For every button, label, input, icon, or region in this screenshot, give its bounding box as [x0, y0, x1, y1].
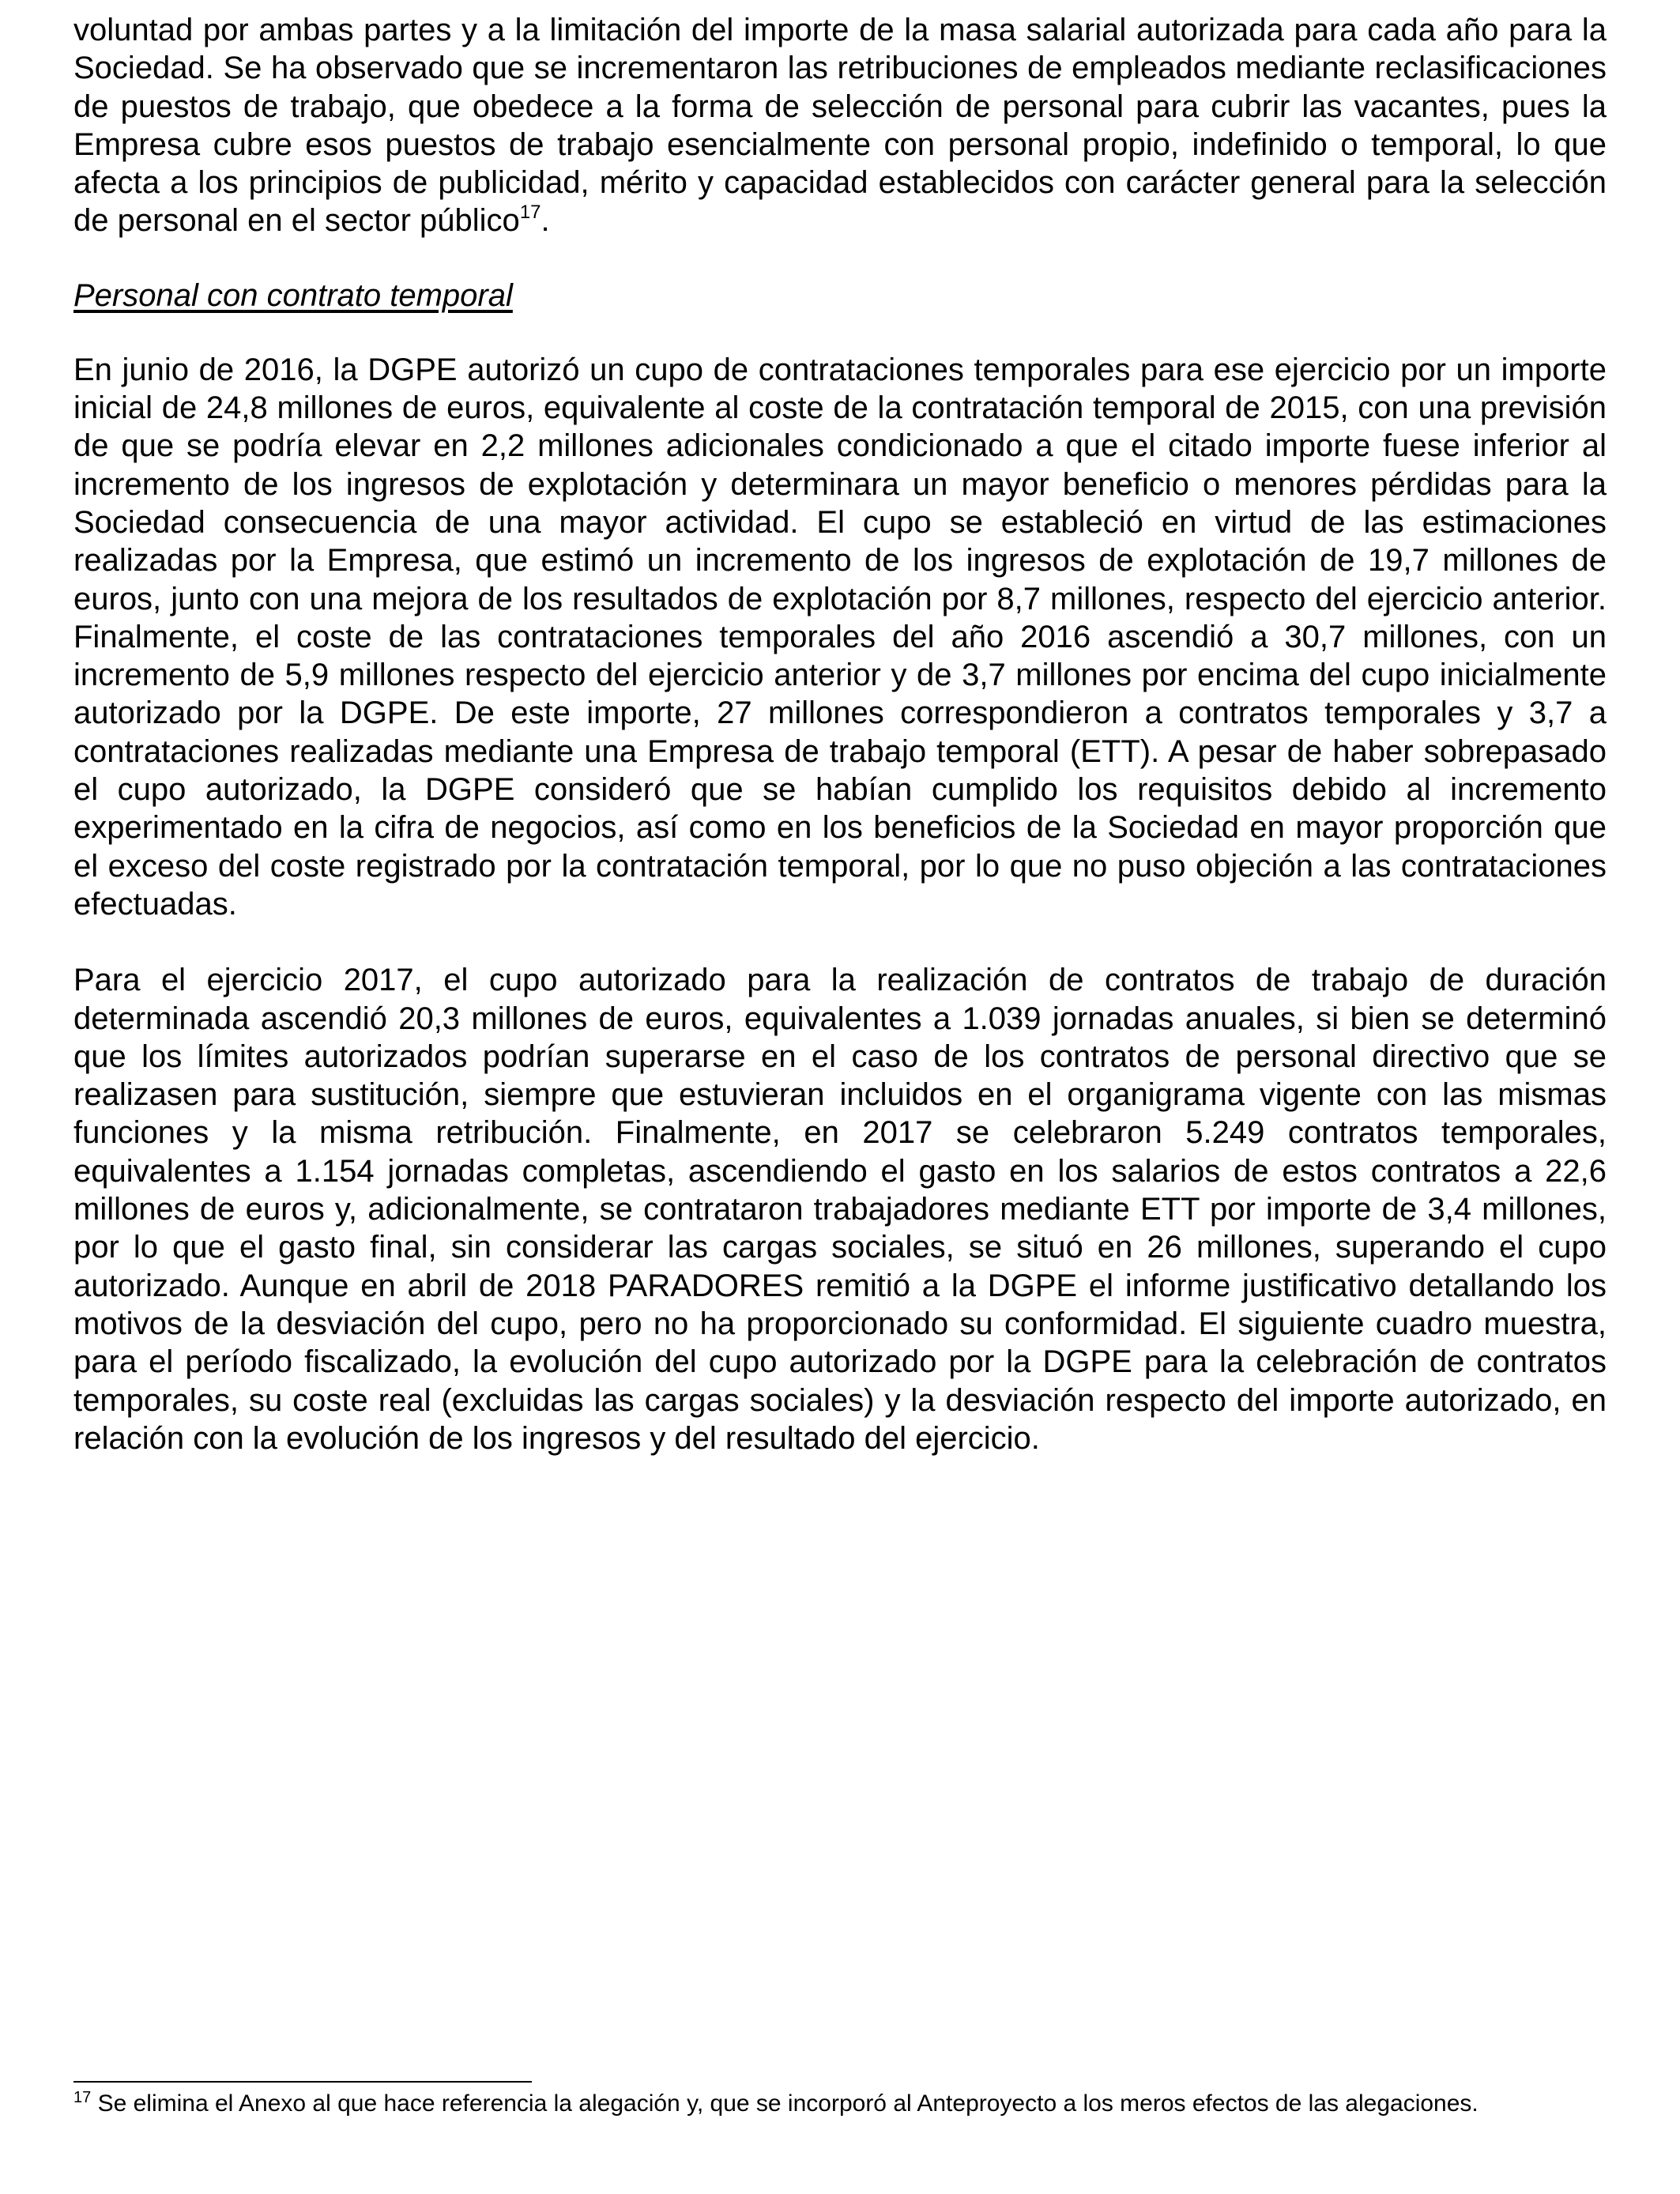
document-body [73, 11, 1607, 1457]
paragraph-1-text: voluntad por ambas partes y a la limitación del importe de la masa salarial autorizada para cada año para la Sociedad. Se ha observado que se incrementaron las retribuciones de empleados mediante reclasificaciones de puestos de trabajo, que obedece a la forma de selección de personal para cubrir las vacantes, pues la Empresa cubre esos puestos de trabajo esencialmente con personal propio, indefinido o temporal, lo que afecta a los principios de publicidad, mérito y capacidad establecidos con carácter general para la selección de personal en el sector público [73, 13, 1607, 239]
footnote-separator [73, 2081, 532, 2083]
paragraph-2: En junio de 2016, la DGPE autorizó un cupo de contrataciones temporales para ese ejercicio por un importe inicial de 24,8 millones de euros, equivalente al coste de la contratación temporal de 2015, con una previsión de que se podría elevar en 2,2 millones adicionales condicionado a que el citado importe fuese inferior al incremento de los ingresos de explotación y determinara un mayor beneficio o menores pérdidas para la Sociedad consecuencia de una mayor actividad. El cupo se estableció en virtud de las estimaciones realizadas por la Empresa, que estimó un incremento de los ingresos de explotación de 19,7 millones de euros, junto con una mejora de los resultados de explotación por 8,7 millones, respecto del ejercicio anterior. Finalmente, el coste de las contrataciones temporales del año 2016 ascendió a 30,7 millones, con un incremento de 5,9 millones respecto del ejercicio anterior y de 3,7 millones por encima del cupo inicialmente autorizado por la DGPE. De este importe, 27 millones correspondieron a contratos temporales y 3,7 a contrataciones realizadas mediante una Empresa de trabajo temporal (ETT). A pesar de haber sobrepasado el cupo autorizado, la DGPE consideró que se habían cumplido los requisitos debido al incremento experimentado en la cifra de negocios, así como en los beneficios de la Sociedad en mayor proporción que el exceso del coste registrado por la contratación temporal, por lo que no puso objeción a las contrataciones efectuadas. [73, 352, 1607, 922]
paragraph-1 [73, 11, 1607, 240]
section-heading: Personal con contrato temporal [73, 277, 513, 313]
footnote-text: Se elimina el Anexo al que hace referencia la alegación y, que se incorporó al Anteproyecto a los meros efectos de las alegaciones. [91, 2090, 1478, 2117]
paragraph-1-end: . [541, 203, 550, 239]
footnote-number: 17 [73, 2089, 92, 2106]
paragraph-3: Para el ejercicio 2017, el cupo autorizado para la realización de contratos de trabajo de duración determinada ascendió 20,3 millones de euros, equivalentes a 1.039 jornadas anuales, si bien se determinó que los límites autorizados podrían superarse en el caso de los contratos de personal directivo que se realizasen para sustitución, siempre que estuvieran incluidos en el organigrama vigente con las mismas funciones y la misma retribución. Finalmente, en 2017 se celebraron 5.249 contratos temporales, equivalentes a 1.154 jornadas completas, ascendiendo el gasto en los salarios de estos contratos a 22,6 millones de euros y, adicionalmente, se contrataron trabajadores mediante ETT por importe de 3,4 millones, por lo que el gasto final, sin considerar las cargas sociales, se situó en 26 millones, superando el cupo autorizado. Aunque en abril de 2018 PARADORES remitió a la DGPE el informe justificativo detallando los motivos de la desviación del cupo, pero no ha proporcionado su conformidad. El siguiente cuadro muestra, para el período fiscalizado, la evolución del cupo autorizado por la DGPE para la celebración de contratos temporales, su coste real (excluidas las cargas sociales) y la desviación respecto del importe autorizado, en relación con la evolución de los ingresos y del resultado del ejercicio. [73, 963, 1607, 1456]
footnote-reference[interactable]: 17 [519, 202, 541, 224]
footnote [73, 2090, 1607, 2118]
